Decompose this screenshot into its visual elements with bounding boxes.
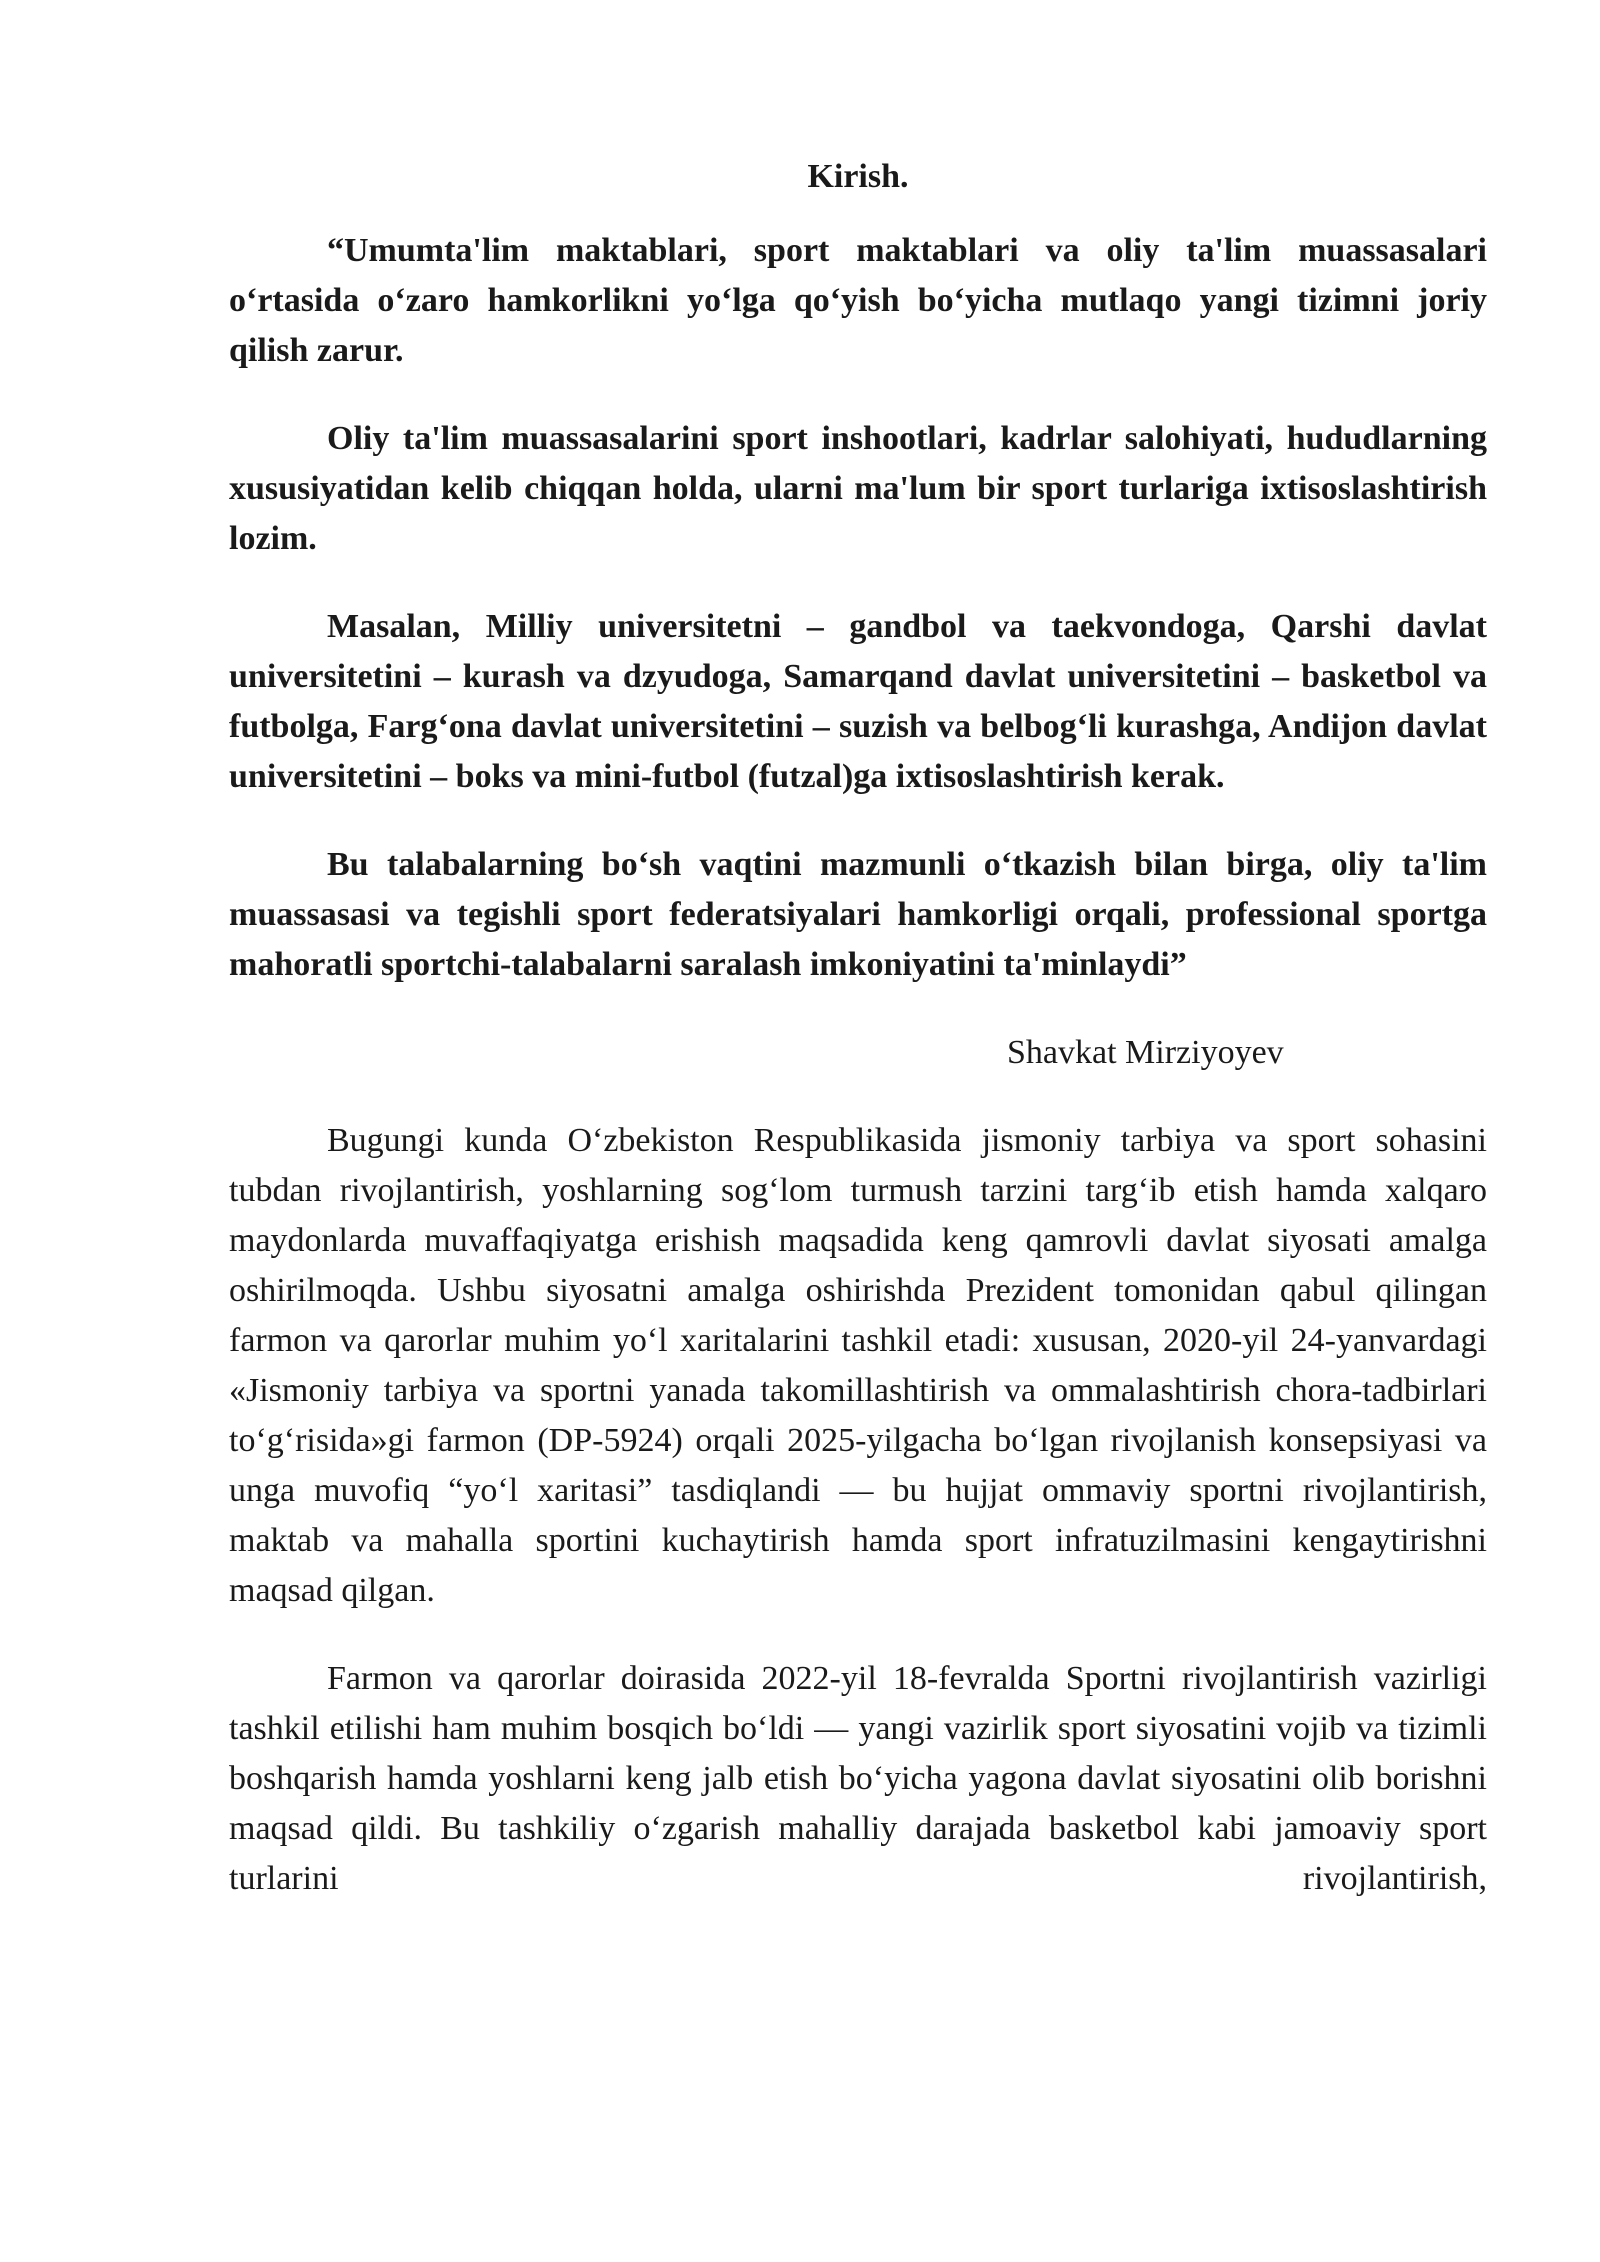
section-title: Kirish. — [807, 158, 909, 195]
document-content — [229, 152, 1487, 1904]
quote-signature: Shavkat Mirziyoyev — [1007, 1034, 1284, 1071]
body-paragraph-1: Bugungi kunda O‘zbekiston Respublikasida jismoniy tarbiya va sport sohasini tubdan rivojlantirish, yoshlarning sog‘lom turmush tarzini targ‘ib etish hamda xalqaro maydonlarda muvaffaqiyatga erishish maqsadida keng qamrovli davlat siyosati amalga oshirilmoqda. Ushbu siyosatni amalga oshirishda Prezident tomonidan qabul qilingan farmon va qarorlar muhim yo‘l xaritalarini tashkil etadi: xususan, 2020-yil 24-yanvardagi «Jismoniy tarbiya va sportni yanada takomillashtirish va ommalashtirish chora-tadbirlari to‘g‘risida»gi farmon (DP-5924) orqali 2025-yilgacha bo‘lgan rivojlanish konsepsiyasi va unga muvofiq “yo‘l xaritasi” tasdiqlandi — bu hujjat ommaviy sportni rivojlantirish, maktab va mahalla sportini kuchaytirish hamda sport infratuzilmasini kengaytirishni maqsad qilgan. — [229, 1122, 1487, 1609]
quote-paragraph-4: Bu talabalarning bo‘sh vaqtini mazmunli o‘tkazish bilan birga, oliy ta'lim muassasasi va tegishli sport federatsiyalari hamkorligi orqali, professional sportga mahoratli sportchi-talabalarni saralash imkoniyatini ta'minlaydi” — [229, 846, 1487, 983]
quote-paragraph-2: Oliy ta'lim muassasalarini sport inshootlari, kadrlar salohiyati, hududlarning xususiyatidan kelib chiqqan holda, ularni ma'lum bir sport turlariga ixtisoslashtirish lozim. — [229, 420, 1487, 557]
quote-paragraph-1: “Umumta'lim maktablari, sport maktablari va oliy ta'lim muassasalari o‘rtasida o‘zaro hamkorlikni yo‘lga qo‘yish bo‘yicha mutlaqo yangi tizimni joriy qilish zarur. — [229, 232, 1487, 369]
quote-paragraph-3: Masalan, Milliy universitetni – gandbol va taekvondoga, Qarshi davlat universitetini – kurash va dzyudoga, Samarqand davlat universitetini – basketbol va futbolga, Farg‘ona davlat universitetini – suzish va belbog‘li kurashga, Andijon davlat universitetini – boks va mini-futbol (futzal)ga ixtisoslashtirish kerak. — [229, 608, 1487, 795]
body-paragraph-2: Farmon va qarorlar doirasida 2022-yil 18-fevralda Sportni rivojlantirish vazirligi tashkil etilishi ham muhim bosqich bo‘ldi — yangi vazirlik sport siyosatini vojib va tizimli boshqarish hamda yoshlarni keng jalb etish bo‘yicha yagona davlat siyosatini olib borishni maqsad qildi. Bu tashkiliy o‘zgarish mahalliy darajada basketbol kabi jamoaviy sport turlarini rivojlantirish, — [229, 1660, 1487, 1897]
